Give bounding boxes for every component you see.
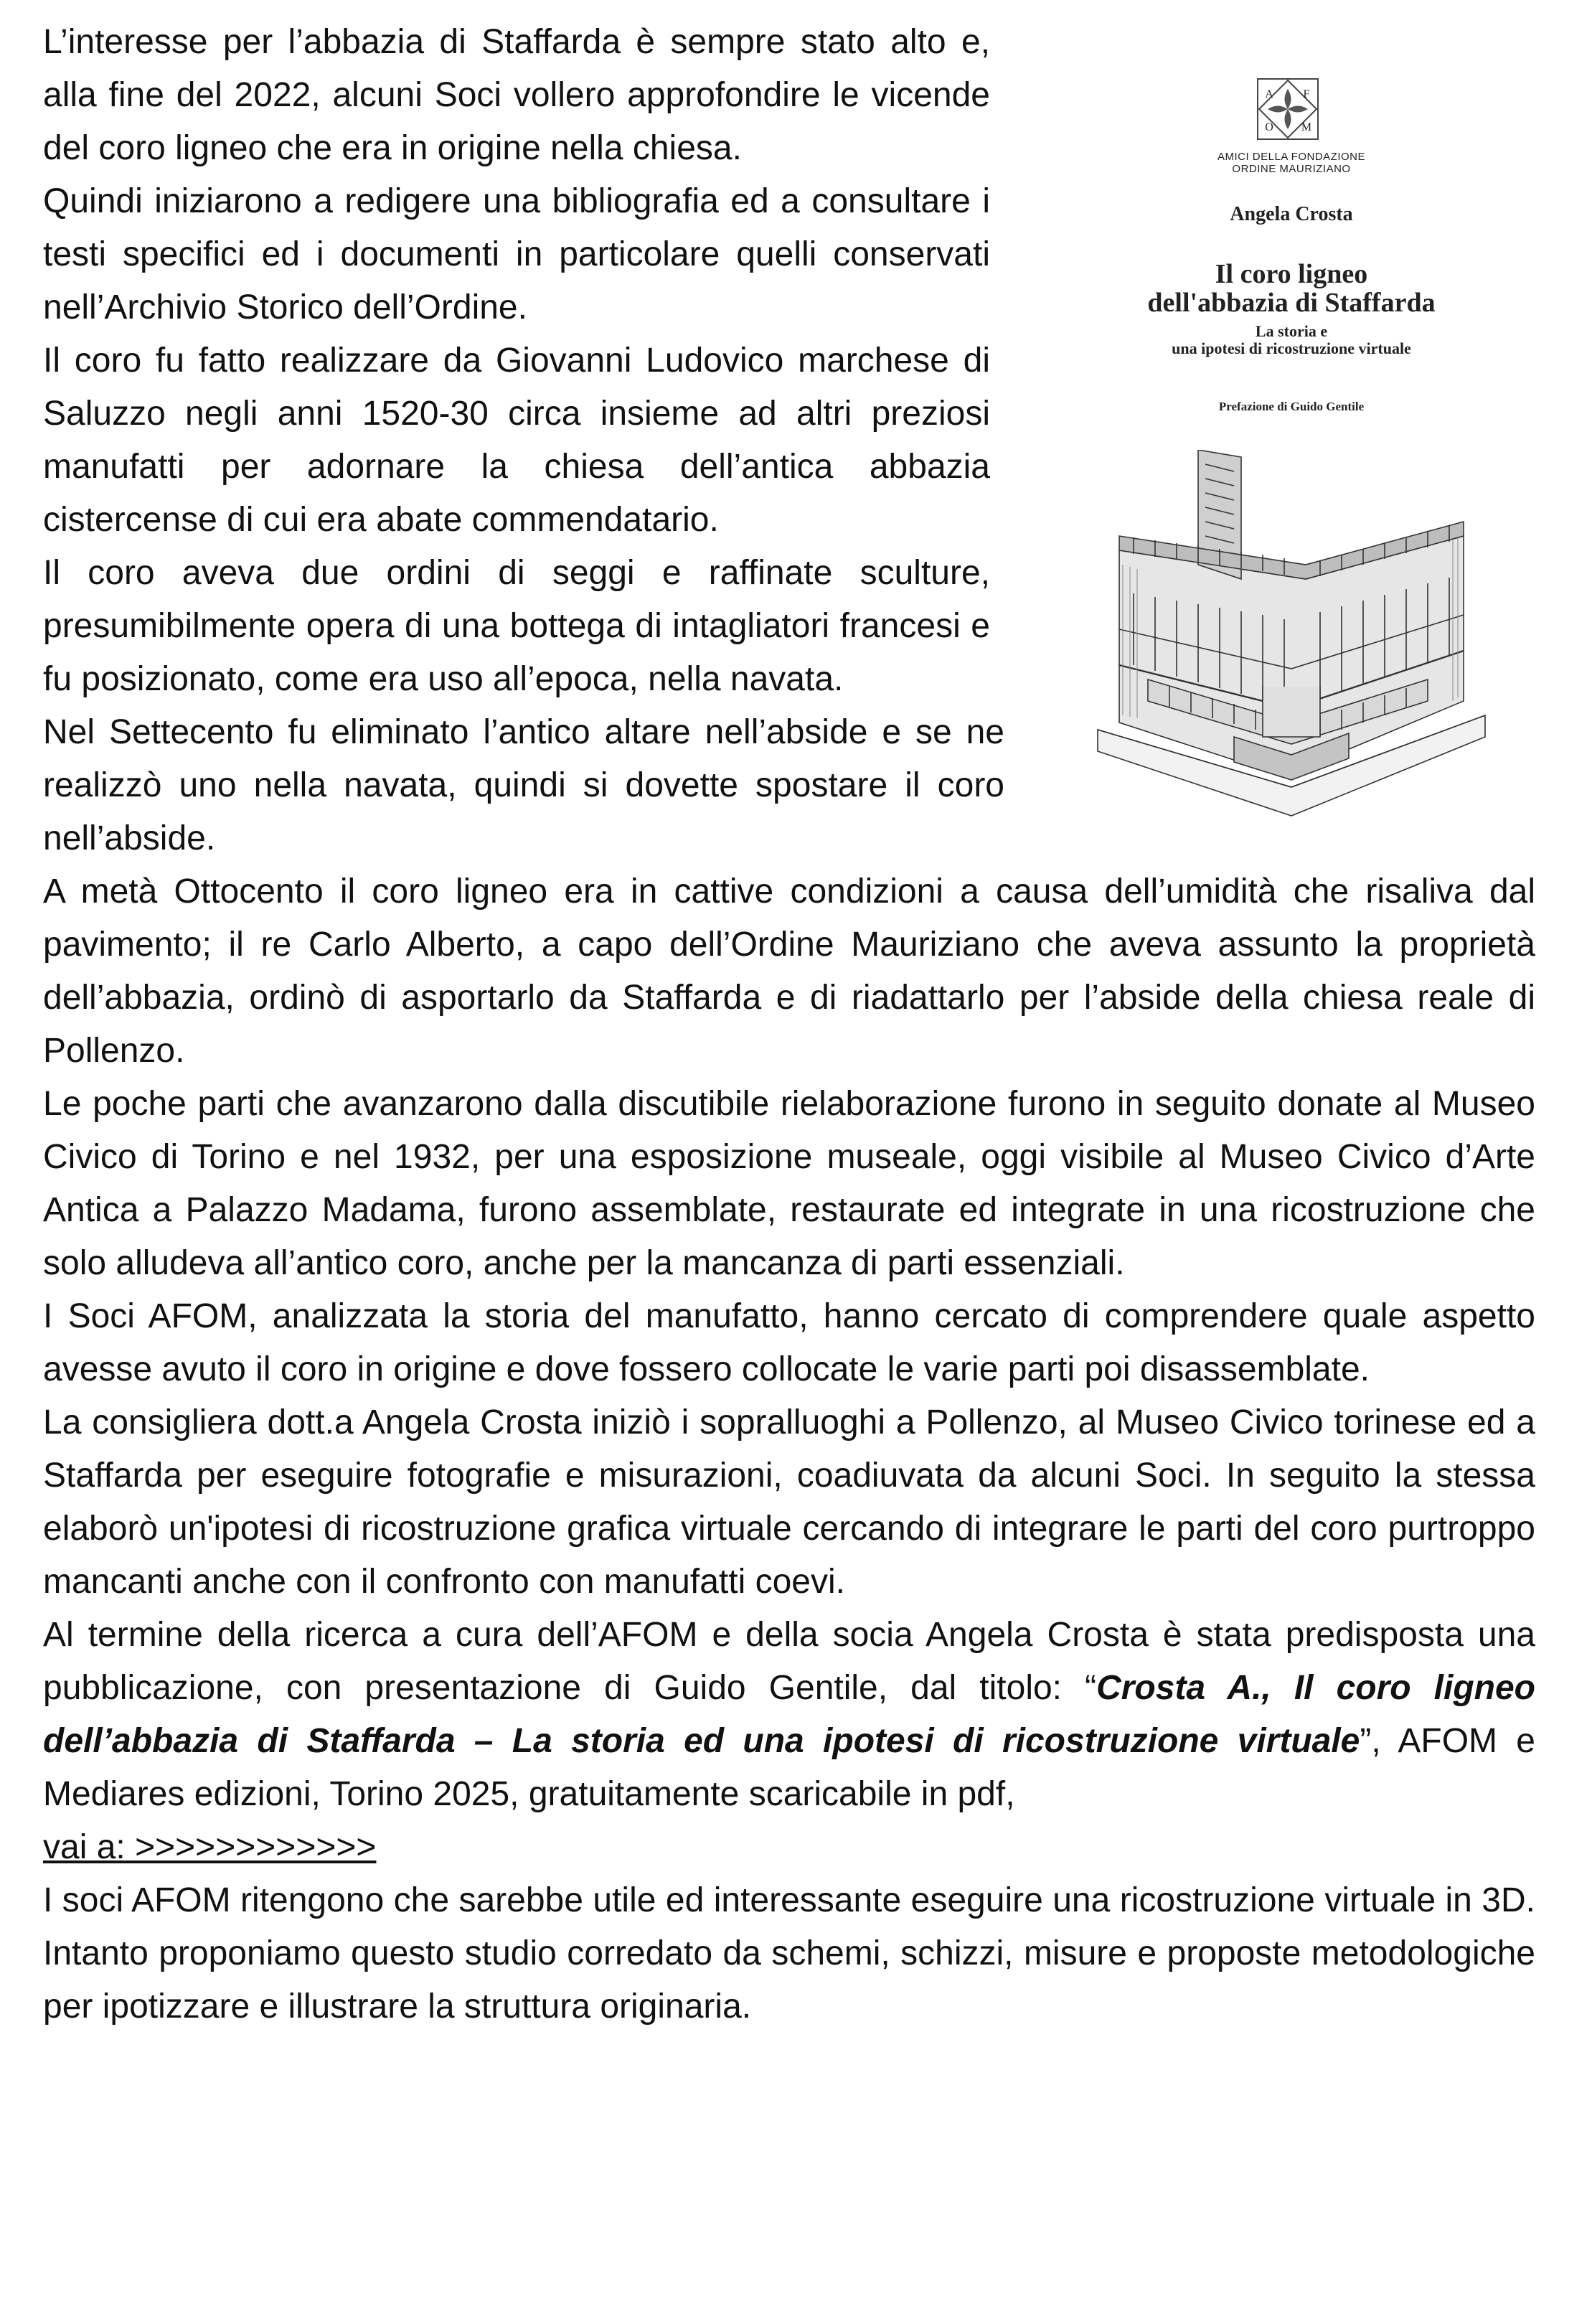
- paragraph-11: I soci AFOM ritengono che sarebbe utile ed interessante eseguire una ricostruzione virtuale in 3D. Intanto proponiamo questo studio corredato da schemi, schizzi, misure e proposte metodologiche per ipotizzare e illustrare la struttura originaria.: [43, 1881, 1535, 2026]
- wooden-choir-drawing-icon: [1091, 450, 1492, 823]
- cover-subtitle: [1076, 323, 1507, 357]
- paragraph-8: I Soci AFOM, analizzata la storia del manufatto, hanno cercato di comprendere quale aspetto avesse avuto il coro in origine e dove fossero collocate le varie parti poi disassemblate.: [43, 1297, 1535, 1388]
- logo-letter-f: F: [1303, 88, 1310, 100]
- article-body: [43, 16, 1535, 2033]
- paragraph-6: A metà Ottocento il coro ligneo era in cattive condizioni a causa dell’umidità che risaliva dal pavimento; il re Carlo Alberto, a capo dell’Ordine Mauriziano che aveva assunto la proprietà dell’abbazia, ordinò di asportarlo da Staffarda e di riadattarlo per l’abside della chiesa reale di Pollenzo.: [43, 872, 1535, 1070]
- cover-title-line1: Il coro ligneo: [1215, 259, 1368, 289]
- cover-subtitle-line1: La storia e: [1255, 322, 1328, 340]
- cover-subtitle-line2: una ipotesi di ricostruzione virtuale: [1172, 339, 1411, 357]
- download-link[interactable]: vai a: >>>>>>>>>>>>: [43, 1828, 377, 1866]
- publication-title: Crosta A., Il coro ligneo dell’abbazia di Staffarda – La storia ed una ipotesi di ricostruzione virtuale: [43, 1669, 1535, 1760]
- paragraph-4: Il coro aveva due ordini di seggi e raffinate sculture, presumibilmente opera di una bottega di intagliatori francesi e fu posizionato, come era uso all’epoca, nella navata.: [43, 554, 990, 698]
- logo-letter-o: O: [1265, 121, 1273, 133]
- cover-author: Angela Crosta: [1230, 203, 1353, 225]
- paragraph-2: Quindi iniziarono a redigere una bibliografia ed a consultare i testi specifici ed i documenti in particolare quelli conservati nell’Archivio Storico dell’Ordine.: [43, 182, 990, 326]
- paragraph-10-start: Al termine della ricerca a cura dell’AFOM e della socia Angela Crosta è stata predisposta una pubblicazione, con presentazione di Guido Gentile, dal titolo: “: [43, 1616, 1535, 1707]
- paragraph-3: Il coro fu fatto realizzare da Giovanni Ludovico marchese di Saluzzo negli anni 1520-30 circa insieme ad altri preziosi manufatti per adornare la chiesa dell’antica abbazia cistercense di cui era abate commendatario.: [43, 342, 990, 539]
- paragraph-7: Le poche parti che avanzarono dalla discutibile rielaborazione furono in seguito donate al Museo Civico di Torino e nel 1932, per una esposizione museale, oggi visibile al Museo Civico d’Arte Antica a Palazzo Madama, furono assemblate, restaurate ed integrate in una ricostruzione che solo alludeva all’antico coro, anche per la mancanza di parti essenziali.: [43, 1085, 1535, 1282]
- cover-association-line1: AMICI DELLA FONDAZIONE: [1217, 151, 1366, 163]
- paragraph-1: L’interesse per l’abbazia di Staffarda è sempre stato alto e, alla fine del 2022, alcuni Soci vollero approfondire le vicende del coro ligneo che era in origine nella chiesa.: [43, 23, 990, 167]
- paragraph-5: Nel Settecento fu eliminato l’antico altare nell’abside e se ne realizzò uno nella navata, quindi si dovette spostare il coro nell’abside.: [43, 713, 1004, 857]
- cover-title-line2: dell'abbazia di Staffarda: [1147, 288, 1436, 318]
- cover-association: [1162, 151, 1421, 175]
- cover-title: [1076, 260, 1507, 317]
- paragraph-10: [43, 1609, 1535, 1821]
- paragraph-10-end: ”, AFOM e Mediares edizioni, Torino 2025, gratuitamente scaricabile in pdf,: [43, 1722, 1535, 1813]
- logo-letter-a: A: [1265, 88, 1273, 100]
- paragraph-9: La consigliera dott.a Angela Crosta iniziò i sopralluoghi a Pollenzo, al Museo Civico torinese ed a Staffarda per eseguire fotografie e misurazioni, coadiuvata da alcuni Soci. In seguito la stessa elaborò un'ipotesi di ricostruzione grafica virtuale cercando di integrare le parti del coro purtroppo mancanti anche con il confronto con manufatti coevi.: [43, 1403, 1535, 1601]
- book-cover-image: [1076, 59, 1507, 834]
- afom-logo-icon: [1252, 73, 1324, 145]
- cover-association-line2: ORDINE MAURIZIANO: [1232, 163, 1351, 175]
- logo-letter-m: M: [1301, 121, 1312, 133]
- cover-preface: Prefazione di Guido Gentile: [1218, 400, 1365, 413]
- download-link-line: [43, 1821, 1535, 1874]
